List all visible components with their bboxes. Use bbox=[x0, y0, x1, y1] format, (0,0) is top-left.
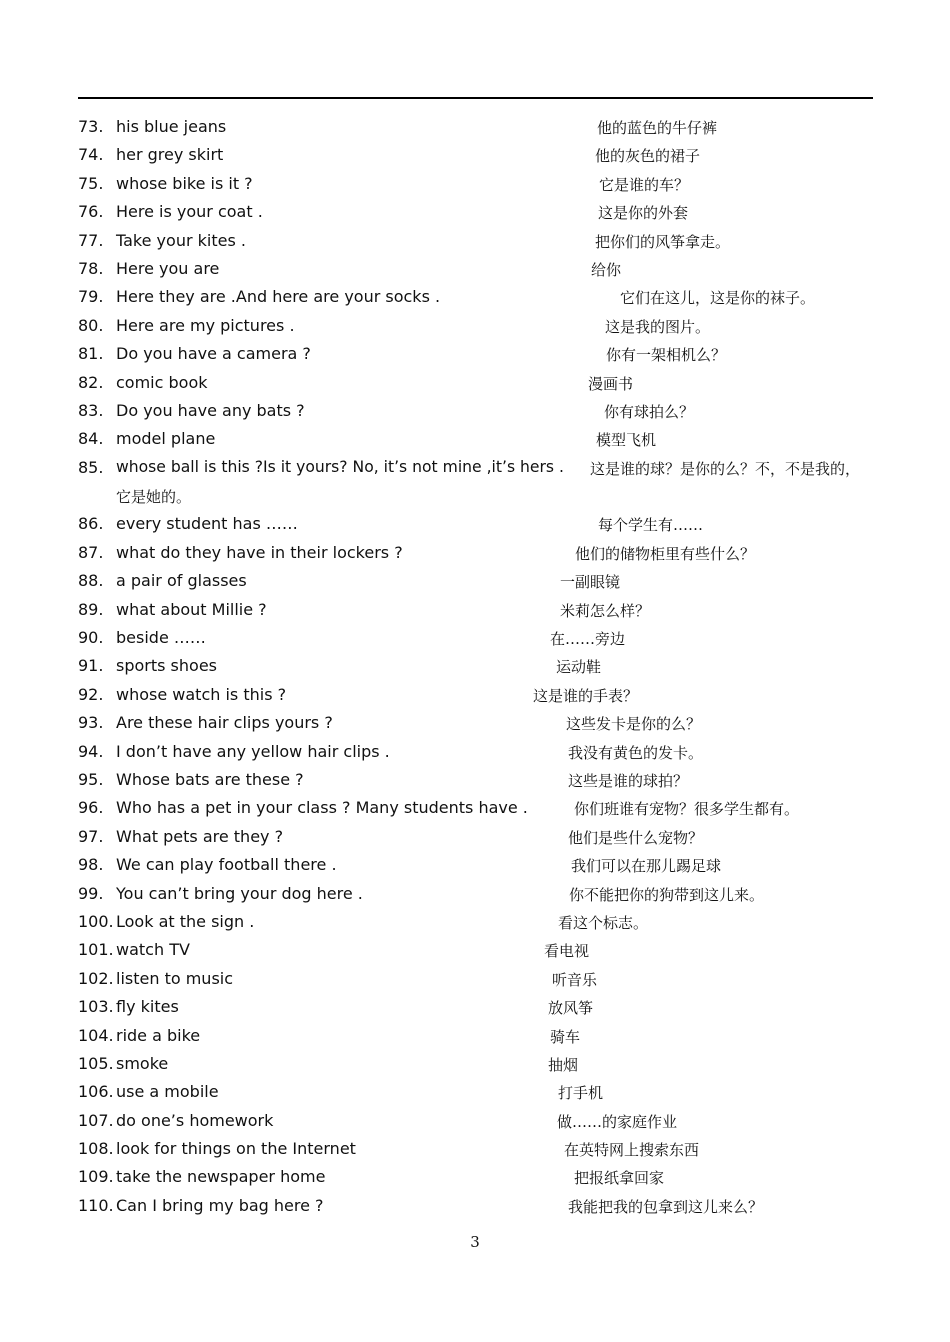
list-item bbox=[78, 254, 878, 282]
item-number: 86. bbox=[78, 514, 104, 534]
list-item bbox=[78, 1021, 878, 1049]
list-item bbox=[78, 765, 878, 793]
chinese-translation: 给你 bbox=[591, 260, 622, 279]
list-item bbox=[78, 1049, 878, 1077]
chinese-translation: 看这个标志。 bbox=[558, 913, 649, 932]
chinese-translation: 这些是谁的球拍？ bbox=[568, 772, 689, 790]
english-phrase: Do you have a camera ? bbox=[116, 344, 311, 364]
item-number: 81. bbox=[78, 344, 104, 364]
chinese-translation: 他的灰色的裙子 bbox=[595, 147, 701, 166]
chinese-translation: 你们班谁有宠物？很多学生都有。 bbox=[574, 800, 800, 819]
english-phrase: Take your kites . bbox=[116, 230, 246, 250]
item-number: 73. bbox=[78, 117, 104, 136]
list-item bbox=[78, 708, 878, 736]
item-number: 94. bbox=[78, 741, 104, 761]
item-number: 80. bbox=[78, 315, 104, 335]
english-phrase: do one’s homework bbox=[116, 1110, 274, 1130]
english-phrase: whose ball is this ?Is it yours? No, it’s not mine ,it’s hers . bbox=[116, 457, 564, 476]
item-number: 84. bbox=[78, 429, 104, 449]
item-number: 88. bbox=[78, 571, 104, 591]
chinese-translation: 抽烟 bbox=[548, 1055, 579, 1074]
item-number: 109. bbox=[78, 1167, 114, 1187]
english-phrase: look for things on the Internet bbox=[116, 1139, 356, 1159]
list-item bbox=[78, 879, 878, 907]
chinese-translation: 在英特网上搜索东西 bbox=[564, 1141, 700, 1160]
chinese-translation: 漫画书 bbox=[588, 374, 634, 393]
english-phrase: whose bike is it ? bbox=[116, 173, 253, 193]
item-number: 108. bbox=[78, 1139, 114, 1159]
english-phrase: what about Millie ? bbox=[116, 599, 267, 619]
header-rule bbox=[78, 97, 873, 99]
item-number: 101. bbox=[78, 940, 114, 960]
item-number: 89. bbox=[78, 599, 104, 619]
item-number: 93. bbox=[78, 713, 104, 733]
list-item bbox=[78, 566, 878, 594]
english-phrase: sports shoes bbox=[116, 656, 217, 676]
english-phrase: Who has a pet in your class ? Many students have . bbox=[116, 798, 528, 818]
chinese-translation: 这些发卡是你的么？ bbox=[566, 715, 702, 734]
chinese-translation: 你有一架相机么？ bbox=[606, 346, 727, 365]
chinese-translation: 把你们的风筝拿走。 bbox=[595, 232, 731, 251]
english-phrase: smoke bbox=[116, 1053, 169, 1073]
phrase-list bbox=[78, 112, 878, 1219]
list-item bbox=[78, 311, 878, 339]
english-phrase: beside …… bbox=[116, 628, 206, 648]
english-phrase: take the newspaper home bbox=[116, 1167, 326, 1187]
english-phrase: Can I bring my bag here ? bbox=[116, 1195, 324, 1215]
chinese-translation: 把报纸拿回家 bbox=[574, 1169, 665, 1188]
english-phrase: watch TV bbox=[116, 940, 190, 960]
list-item bbox=[78, 964, 878, 992]
chinese-translation: 它是谁的车？ bbox=[599, 175, 690, 194]
list-item bbox=[78, 623, 878, 651]
english-phrase: I don’t have any yellow hair clips . bbox=[116, 741, 390, 761]
chinese-translation: 这是我的图片。 bbox=[605, 317, 711, 336]
item-number: 100. bbox=[78, 911, 114, 931]
chinese-translation: 他的蓝色的牛仔裤 bbox=[597, 119, 718, 137]
item-number: 83. bbox=[78, 400, 104, 420]
list-item bbox=[78, 1077, 878, 1105]
list-item bbox=[78, 538, 878, 566]
list-item bbox=[78, 424, 878, 452]
item-number: 77. bbox=[78, 230, 104, 250]
item-number: 92. bbox=[78, 684, 104, 704]
page-number: 3 bbox=[470, 1233, 480, 1251]
english-phrase: What pets are they ? bbox=[116, 826, 284, 846]
item-number: 85. bbox=[78, 457, 104, 477]
item-number: 106. bbox=[78, 1082, 114, 1102]
list-item bbox=[78, 140, 878, 168]
english-phrase: ride a bike bbox=[116, 1025, 201, 1045]
english-phrase: his blue jeans bbox=[116, 117, 227, 136]
list-item bbox=[78, 1134, 878, 1162]
chinese-translation: 骑车 bbox=[550, 1027, 581, 1046]
chinese-translation: 你有球拍么？ bbox=[604, 402, 695, 421]
item-number: 107. bbox=[78, 1110, 114, 1130]
list-item bbox=[78, 680, 878, 708]
item-number: 98. bbox=[78, 855, 104, 875]
list-item bbox=[78, 509, 878, 537]
english-phrase: a pair of glasses bbox=[116, 571, 247, 591]
list-item bbox=[78, 595, 878, 623]
item-number: 96. bbox=[78, 798, 104, 818]
item-number: 103. bbox=[78, 997, 114, 1017]
item-number: 78. bbox=[78, 258, 104, 278]
english-phrase: what do they have in their lockers ? bbox=[116, 542, 403, 562]
list-item bbox=[78, 737, 878, 765]
item-number: 74. bbox=[78, 145, 104, 165]
chinese-translation-continued: 它是她的。 bbox=[116, 487, 192, 506]
chinese-translation: 他们是些什么宠物？ bbox=[568, 828, 704, 847]
list-item bbox=[78, 992, 878, 1020]
chinese-translation: 你不能把你的狗带到这儿来。 bbox=[569, 885, 765, 904]
item-number: 95. bbox=[78, 770, 104, 789]
english-phrase: You can’t bring your dog here . bbox=[116, 883, 363, 903]
chinese-translation: 看电视 bbox=[544, 942, 590, 961]
chinese-translation: 放风筝 bbox=[548, 999, 594, 1018]
list-item bbox=[78, 1191, 878, 1219]
chinese-translation: 模型飞机 bbox=[596, 431, 657, 450]
english-phrase: Look at the sign . bbox=[116, 911, 255, 931]
english-phrase: model plane bbox=[116, 429, 216, 449]
item-number: 75. bbox=[78, 173, 104, 193]
chinese-translation: 米莉怎么样？ bbox=[560, 601, 651, 620]
chinese-translation: 我没有黄色的发卡。 bbox=[568, 743, 704, 762]
english-phrase: listen to music bbox=[116, 968, 234, 988]
list-item bbox=[78, 339, 878, 367]
english-phrase: whose watch is this ? bbox=[116, 684, 287, 704]
chinese-translation: 一副眼镜 bbox=[560, 573, 621, 592]
english-phrase: Here you are bbox=[116, 258, 220, 278]
chinese-translation: 运动鞋 bbox=[556, 658, 602, 677]
chinese-translation: 我们可以在那儿踢足球 bbox=[571, 857, 722, 876]
list-item bbox=[78, 907, 878, 935]
english-phrase: every student has …… bbox=[116, 514, 298, 534]
list-item bbox=[78, 282, 878, 310]
list-item bbox=[78, 935, 878, 963]
english-phrase: use a mobile bbox=[116, 1082, 219, 1102]
english-phrase: Are these hair clips yours ? bbox=[116, 713, 333, 733]
english-phrase: Do you have any bats ? bbox=[116, 400, 305, 420]
chinese-translation: 他们的储物柜里有些什么？ bbox=[575, 544, 756, 563]
item-number: 102. bbox=[78, 968, 114, 988]
chinese-translation: 做……的家庭作业 bbox=[557, 1112, 678, 1131]
list-item bbox=[78, 793, 878, 821]
list-item bbox=[78, 850, 878, 878]
item-number: 99. bbox=[78, 883, 104, 903]
list-item bbox=[78, 453, 878, 510]
list-item bbox=[78, 368, 878, 396]
list-item bbox=[78, 1106, 878, 1134]
list-item bbox=[78, 822, 878, 850]
english-phrase: Here they are .And here are your socks . bbox=[116, 287, 441, 307]
item-number: 91. bbox=[78, 656, 104, 676]
list-item bbox=[78, 396, 878, 424]
chinese-translation: 我能把我的包拿到这儿来么？ bbox=[568, 1197, 764, 1216]
item-number: 79. bbox=[78, 287, 104, 307]
list-item bbox=[78, 226, 878, 254]
chinese-translation: 它们在这儿，这是你的袜子。 bbox=[620, 289, 816, 308]
item-number: 104. bbox=[78, 1025, 114, 1045]
english-phrase: Here is your coat . bbox=[116, 202, 263, 222]
item-number: 87. bbox=[78, 542, 104, 562]
list-item bbox=[78, 112, 878, 140]
item-number: 76. bbox=[78, 202, 104, 222]
item-number: 82. bbox=[78, 372, 104, 392]
english-phrase: her grey skirt bbox=[116, 145, 224, 165]
english-phrase: We can play football there . bbox=[116, 855, 337, 875]
chinese-translation: 在……旁边 bbox=[550, 630, 626, 649]
list-item bbox=[78, 651, 878, 679]
list-item bbox=[78, 1162, 878, 1190]
chinese-translation: 这是谁的手表？ bbox=[533, 686, 639, 705]
list-item bbox=[78, 197, 878, 225]
english-phrase: Here are my pictures . bbox=[116, 315, 295, 335]
item-number: 90. bbox=[78, 628, 104, 648]
english-phrase: fly kites bbox=[116, 997, 179, 1017]
item-number: 97. bbox=[78, 826, 104, 846]
list-item bbox=[78, 169, 878, 197]
item-number: 105. bbox=[78, 1053, 114, 1073]
item-number: 110. bbox=[78, 1195, 114, 1215]
chinese-translation: 这是谁的球？是你的么？不，不是我的， bbox=[590, 459, 861, 478]
chinese-translation: 打手机 bbox=[558, 1084, 604, 1103]
chinese-translation: 每个学生有…… bbox=[598, 516, 704, 535]
english-phrase: comic book bbox=[116, 372, 208, 392]
chinese-translation: 这是你的外套 bbox=[598, 204, 689, 223]
chinese-translation: 听音乐 bbox=[552, 970, 598, 989]
english-phrase: Whose bats are these ? bbox=[116, 770, 304, 789]
